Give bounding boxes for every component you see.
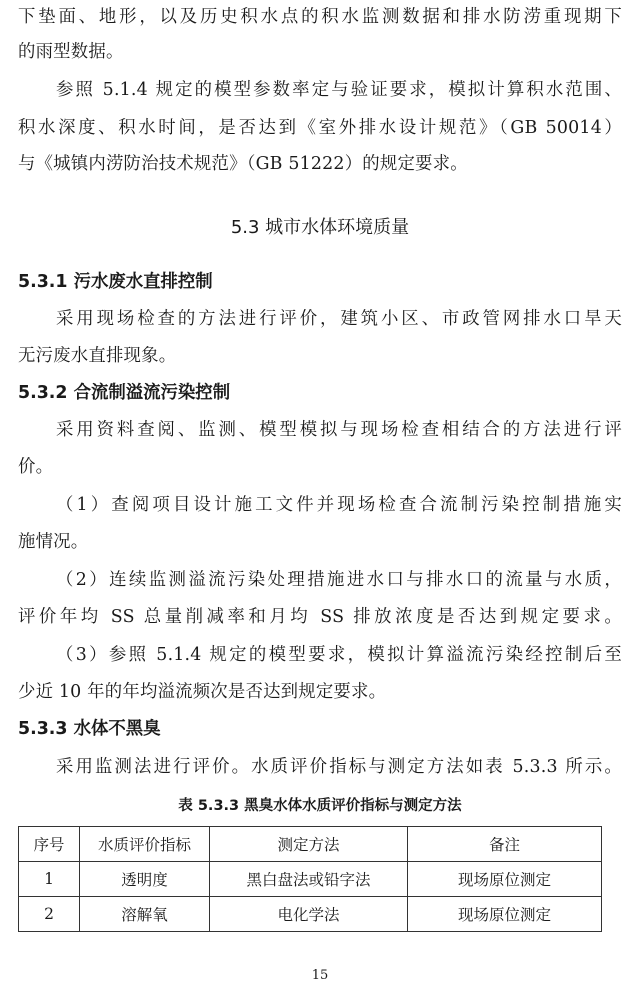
section-title: 5.3 城市水体环境质量 [230, 217, 410, 238]
paragraph-line: 采用资料查阅、监测、模型模拟与现场检查相结合的方法进行评 [56, 420, 622, 440]
header-indicator: 水质评价指标 [80, 827, 210, 862]
paragraph-line: 下垫面、地形，以及历史积水点的积水监测数据和排水防涝重现期下 [18, 7, 622, 27]
paragraph-line: 施情况。 [18, 532, 89, 552]
paragraph-line: 价。 [18, 457, 54, 477]
table-caption: 表 5.3.3 黑臭水体水质评价指标与测定方法 [178, 798, 462, 814]
header-method: 测定方法 [210, 827, 408, 862]
header-remark: 备注 [408, 827, 602, 862]
table-row [19, 862, 602, 897]
header-index: 序号 [19, 827, 80, 862]
subsection-heading: 5.3.1 污水废水直排控制 [18, 272, 213, 292]
paragraph-line: （1）查阅项目设计施工文件并现场检查合流制污染控制措施实 [56, 495, 622, 515]
cell-remark: 现场原位测定 [408, 897, 602, 932]
paragraph-line: 参照 5.1.4 规定的模型参数率定与验证要求，模拟计算积水范围、 [56, 80, 622, 100]
paragraph-line: （2）连续监测溢流污染处理措施进水口与排水口的流量与水质， [56, 570, 622, 590]
paragraph-line: 评价年均 SS 总量削减率和月均 SS 排放浓度是否达到规定要求。 [18, 607, 622, 627]
cell-method: 黑白盘法或铅字法 [210, 862, 408, 897]
paragraph-line: （3）参照 5.1.4 规定的模型要求，模拟计算溢流污染经控制后至 [56, 645, 622, 665]
cell-index: 1 [19, 862, 80, 897]
cell-indicator: 透明度 [80, 862, 210, 897]
subsection-heading: 5.3.2 合流制溢流污染控制 [18, 383, 231, 403]
paragraph-line: 采用监测法进行评价。水质评价指标与测定方法如表 5.3.3 所示。 [56, 757, 622, 777]
cell-indicator: 溶解氧 [80, 897, 210, 932]
evaluation-table [18, 826, 602, 932]
paragraph-line: 采用现场检查的方法进行评价，建筑小区、市政管网排水口旱天 [56, 309, 622, 329]
page-number: 15 [311, 968, 329, 983]
paragraph-line: 的雨型数据。 [18, 42, 124, 62]
paragraph-line: 无污废水直排现象。 [18, 346, 177, 366]
cell-method: 电化学法 [210, 897, 408, 932]
cell-index: 2 [19, 897, 80, 932]
paragraph-line: 与《城镇内涝防治技术规范》（GB 51222）的规定要求。 [18, 154, 468, 174]
paragraph-line: 积水深度、积水时间，是否达到《室外排水设计规范》（GB 50014） [18, 118, 622, 138]
paragraph-line: 少近 10 年的年均溢流频次是否达到规定要求。 [18, 682, 387, 702]
subsection-heading: 5.3.3 水体不黑臭 [18, 719, 161, 739]
cell-remark: 现场原位测定 [408, 862, 602, 897]
table-header-row [19, 827, 602, 862]
table-row [19, 897, 602, 932]
